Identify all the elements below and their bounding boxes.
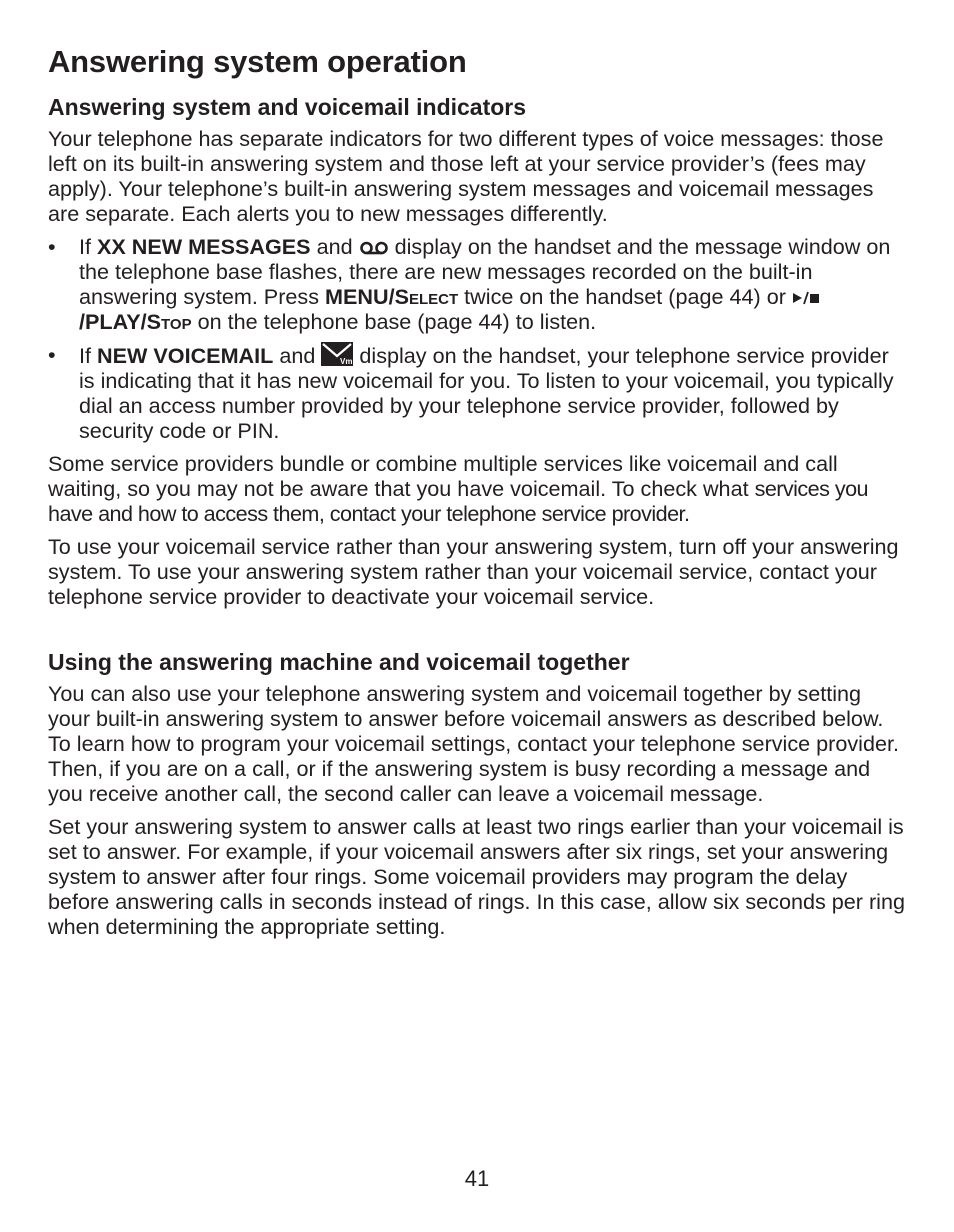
- svg-text:Vm: Vm: [340, 357, 353, 366]
- bullet-dot: •: [48, 342, 56, 367]
- bullet-new-voicemail: [48, 342, 908, 443]
- bundle-text: Some service providers bundle or combine multiple services like voicemail and call waiting, so you may not be aware that you have voicemail. To check what: [48, 451, 838, 501]
- key-play: /PLAY/: [79, 309, 147, 334]
- page-content: [48, 42, 908, 939]
- bullet-text: twice on the handset (page 44) or: [458, 284, 792, 309]
- indicators-intro-paragraph: Your telephone has separate indicators for two different types of voice messages: those left on its built-in answering system and those left at your service provider’s (fees may apply). Your telephone’s built-in answering system messages and voicemail messages are separate. Each alerts you to new messages differently.: [48, 126, 884, 226]
- bullet-text: and: [310, 234, 359, 259]
- envelope-voicemail-icon: [321, 342, 353, 366]
- bullet-text: display on the handset, your telephone service provider is indicating that it has new voicemail for you. To listen to your voicemail, you typically dial an access number provided by your telephone service provider, followed by security code or PIN.: [79, 343, 894, 443]
- together-paragraph-1: You can also use your telephone answering system and voicemail together by setting your built-in answering system to answer before voicemail answers as described below. To learn how to program your voicemail settings, contact your telephone service provider. Then, if you are on a call, or if the answering system is busy recording a message and you receive another call, the second caller can leave a voicemail message.: [48, 681, 899, 806]
- section-heading-together: Using the answering machine and voicemail together: [48, 649, 630, 675]
- together-paragraph-2: Set your answering system to answer calls at least two rings earlier than your voicemail is set to answer. For example, if your voicemail answers after six rings, set your answering system to answer after four rings. Some voicemail providers may program the delay before answering calls in seconds instead of rings. In this case, allow six seconds per ring when determining the appropriate setting.: [48, 814, 905, 939]
- section-heading-indicators: Answering system and voicemail indicators: [48, 94, 527, 120]
- bullet-dot: •: [48, 234, 56, 259]
- key-menu: MENU/: [325, 284, 395, 309]
- display-text-new-messages: XX NEW MESSAGES: [97, 234, 311, 259]
- display-text-new-voicemail: NEW VOICEMAIL: [97, 343, 274, 368]
- indicator-bullet-list: [48, 234, 908, 443]
- bullet-text: If: [79, 234, 97, 259]
- bullet-text: If: [79, 343, 97, 368]
- service-bundle-paragraph: [48, 451, 908, 526]
- bundle-text-condensed: services you have and how to access them, contact your telephone service provider.: [48, 476, 868, 526]
- bullet-text: and: [273, 343, 322, 368]
- voicemail-tape-icon: [359, 240, 389, 255]
- bullet-text: on the telephone base (page 44) to listen.: [191, 309, 597, 334]
- key-stop: Stop: [146, 309, 192, 334]
- page-title: Answering system operation: [48, 44, 467, 79]
- page-number: 41: [464, 1166, 490, 1191]
- key-select: Select: [394, 284, 459, 309]
- play-stop-icon: [792, 291, 822, 305]
- voicemail-vs-answering-paragraph: To use your voicemail service rather than your answering system, turn off your answering system. To use your answering system rather than your voicemail service, contact your telephone service provider to deactivate your voicemail service.: [48, 534, 899, 609]
- bullet-new-messages: [48, 234, 908, 334]
- bullet-text: display on the handset and the message window on the telephone base flashes, there are new messages recorded on the built-in answering system. Press: [79, 234, 891, 309]
